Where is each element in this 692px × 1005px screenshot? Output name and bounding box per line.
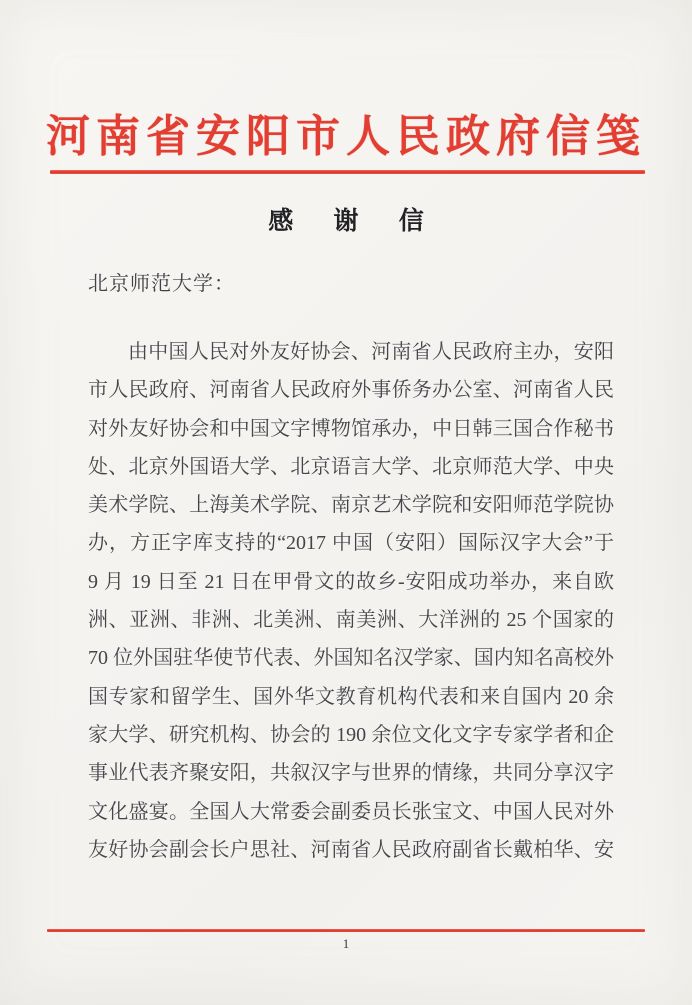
letterhead-rule [50, 170, 645, 174]
paragraph-line: 办，方正字库支持的“2017 中国（安阳）国际汉字大会”于 [88, 532, 614, 555]
letter-body [88, 333, 614, 869]
paragraph-line: 家大学、研究机构、协会的 190 余位文化文字专家学者和企 [88, 723, 614, 746]
paragraph-line: 洲、亚洲、非洲、北美洲、南美洲、大洋洲的 25 个国家的 [88, 609, 614, 632]
paragraph-line: 国专家和留学生、国外华文教育机构代表和来自国内 20 余 [88, 685, 614, 708]
paragraph-line: 对外友好协会和中国文字博物馆承办，中日韩三国合作秘书 [88, 417, 614, 440]
page-number: 1 [342, 936, 350, 951]
paragraph-line: 由中国人民对外友好协会、河南省人民政府主办，安阳 [128, 341, 614, 363]
letterhead-title: 河南省安阳市人民政府信笺 [46, 112, 646, 161]
paragraph-line: 70 位外国驻华使节代表、外国知名汉学家、国内知名高校外 [88, 647, 614, 670]
paragraph-line: 9 月 19 日至 21 日在甲骨文的故乡-安阳成功举办，来自欧 [88, 570, 614, 593]
paragraph-line: 文化盛宴。全国人大常委会副委员长张宝文、中国人民对外 [88, 800, 614, 823]
paragraph-line: 处、北京外国语大学、北京语言大学、北京师范大学、中央 [88, 455, 614, 478]
salutation: 北京师范大学： [88, 273, 235, 295]
paragraph-line: 市人民政府、河南省人民政府外事侨务办公室、河南省人民 [88, 379, 614, 402]
footer-rule [47, 929, 645, 932]
letter-title: 感 谢 信 [268, 208, 441, 235]
paragraph-line: 事业代表齐聚安阳，共叙汉字与世界的情缘，共同分享汉字 [88, 762, 614, 785]
paragraph-line: 友好协会副会长户思社、河南省人民政府副省长戴柏华、安 [88, 838, 614, 861]
paragraph-line: 美术学院、上海美术学院、南京艺术学院和安阳师范学院协 [88, 494, 614, 517]
